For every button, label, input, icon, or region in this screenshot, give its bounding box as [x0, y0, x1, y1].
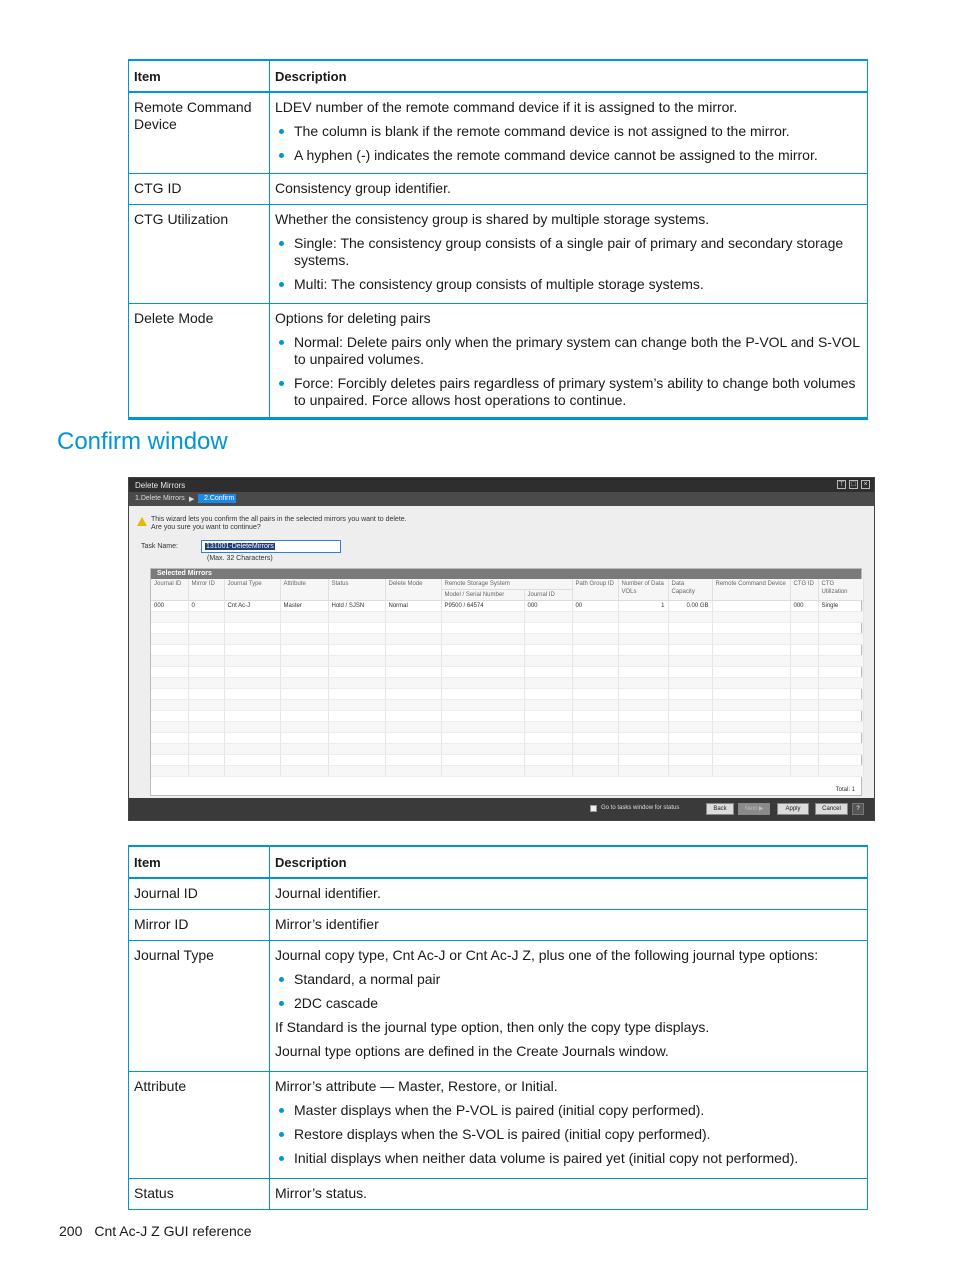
cell: 000 [524, 601, 572, 612]
table-row [129, 1072, 868, 1179]
bullet-item: Normal: Delete pairs only when the primary system can change both the P-VOL and S-VOL to unpaired volumes. [294, 334, 862, 368]
bullet-list [275, 235, 862, 293]
header-item: Item [129, 846, 270, 878]
description-text: Options for deleting pairs [275, 310, 431, 326]
col-number-of-data-vols[interactable]: Number of Data VOLs [618, 579, 668, 601]
description-text: Mirror’s identifier [275, 916, 379, 932]
description-text: Consistency group identifier. [275, 180, 451, 196]
bullet-item: Master displays when the P-VOL is paired (initial copy performed). [294, 1102, 862, 1119]
step-confirm: 2.Confirm [198, 494, 236, 503]
col-attribute[interactable]: Attribute [280, 579, 328, 601]
selected-mirrors-panel [150, 568, 862, 796]
row-item: Status [129, 1179, 270, 1210]
empty-row [151, 700, 863, 711]
section-heading: Confirm window [57, 428, 228, 455]
bullet-list [275, 1102, 862, 1167]
table-row[interactable] [151, 601, 863, 612]
cancel-button[interactable]: Cancel [815, 803, 848, 815]
go-to-tasks-checkbox[interactable] [590, 805, 597, 812]
empty-row [151, 656, 863, 667]
page-footer-title: Cnt Ac-J Z GUI reference [94, 1223, 252, 1239]
empty-row [151, 766, 863, 777]
item-description-table-1 [128, 59, 868, 420]
col-ctg-id[interactable]: CTG ID [790, 579, 818, 601]
col-journal-type[interactable]: Journal Type [224, 579, 280, 601]
task-name-hint: (Max. 32 Characters) [207, 555, 273, 562]
row-item: Mirror ID [129, 910, 270, 941]
window-title-bar [129, 478, 874, 492]
back-button[interactable]: Back [706, 803, 734, 815]
bullet-list [275, 971, 862, 1012]
step-delete-mirrors[interactable]: 1.Delete Mirrors [135, 495, 185, 502]
table-row [129, 910, 868, 941]
row-item: CTG ID [129, 174, 270, 205]
col-remote-journal-id[interactable]: Journal ID [524, 590, 572, 601]
task-name-value: 131001-DeleteMirrors [206, 543, 274, 550]
window-title: Delete Mirrors [135, 481, 186, 490]
description-text: Journal type options are defined in the Create Journals window. [275, 1043, 669, 1059]
cell: Single [818, 601, 863, 612]
row-item: Attribute [129, 1072, 270, 1179]
table-row [129, 304, 868, 419]
description-text: Mirror’s status. [275, 1185, 368, 1201]
table-row [129, 92, 868, 174]
bullet-item: The column is blank if the remote command device is not assigned to the mirror. [294, 123, 862, 140]
bullet-item: Force: Forcibly deletes pairs regardless of primary system’s ability to change both volumes to unpaired. Force allows host operations to continue. [294, 375, 862, 409]
task-name-label: Task Name: [141, 543, 178, 550]
table-header-row [151, 579, 863, 590]
pin-icon[interactable]: ⊤ [838, 481, 845, 488]
window-footer [129, 798, 874, 820]
cell: 000 [151, 601, 188, 612]
row-description [270, 1072, 868, 1179]
row-item: CTG Utilization [129, 205, 270, 304]
maximize-icon[interactable]: □ [849, 480, 858, 489]
col-journal-id[interactable]: Journal ID [151, 579, 188, 601]
col-data-capacity[interactable]: Data Capacity [668, 579, 712, 601]
cell: 1 [618, 601, 668, 612]
empty-row [151, 623, 863, 634]
apply-button[interactable]: Apply [777, 803, 809, 815]
table-row [129, 205, 868, 304]
row-item: Delete Mode [129, 304, 270, 419]
col-remote-command-device[interactable]: Remote Command Device [712, 579, 790, 601]
empty-row [151, 733, 863, 744]
cell: 0.00 GB [668, 601, 712, 612]
help-icon[interactable]: ? [852, 803, 864, 815]
warning-icon [137, 517, 147, 526]
bullet-list [275, 334, 862, 409]
wizard-steps [129, 492, 874, 506]
empty-row [151, 667, 863, 678]
cell: Master [280, 601, 328, 612]
cell: 00 [572, 601, 618, 612]
col-mirror-id[interactable]: Mirror ID [188, 579, 224, 601]
bullet-item: Standard, a normal pair [294, 971, 862, 988]
bullet-item: Multi: The consistency group consists of multiple storage systems. [294, 276, 862, 293]
row-description [270, 174, 868, 205]
col-delete-mode[interactable]: Delete Mode [385, 579, 441, 601]
warning-line: Are you sure you want to continue? [151, 524, 261, 531]
bullet-list [275, 123, 862, 164]
col-status[interactable]: Status [328, 579, 385, 601]
page-number: 200 [59, 1223, 83, 1239]
description-text: Whether the consistency group is shared by multiple storage systems. [275, 211, 710, 227]
total-count: Total: 1 [835, 787, 855, 793]
header-item: Item [129, 60, 270, 92]
row-item: Remote Command Device [129, 92, 270, 174]
empty-row [151, 711, 863, 722]
empty-row [151, 722, 863, 733]
cell: Hold / SJSN [328, 601, 385, 612]
row-item: Journal ID [129, 878, 270, 910]
item-description-table-2 [128, 845, 868, 1210]
col-model-serial[interactable]: Model / Serial Number [441, 590, 524, 601]
row-description [270, 878, 868, 910]
description-text: Journal copy type, Cnt Ac-J or Cnt Ac-J Z, plus one of the following journal type options: [275, 947, 819, 963]
description-text: If Standard is the journal type option, then only the copy type displays. [275, 1019, 710, 1035]
empty-row [151, 678, 863, 689]
close-icon[interactable]: × [861, 480, 870, 489]
row-description [270, 1179, 868, 1210]
empty-row [151, 755, 863, 766]
row-description [270, 205, 868, 304]
next-button[interactable]: Next ▶ [738, 803, 770, 815]
table-row [129, 174, 868, 205]
go-to-tasks-label[interactable]: Go to tasks window for status [601, 805, 680, 811]
cell: 0 [188, 601, 224, 612]
page-footer [59, 1223, 264, 1239]
cell: Normal [385, 601, 441, 612]
bullet-item: A hyphen (-) indicates the remote command device cannot be assigned to the mirror. [294, 147, 862, 164]
task-name-input[interactable] [201, 540, 341, 553]
empty-row [151, 645, 863, 656]
window-controls [837, 480, 870, 489]
row-description [270, 941, 868, 1072]
delete-mirrors-window [128, 477, 875, 821]
selected-mirrors-title: Selected Mirrors [151, 569, 861, 579]
header-description: Description [270, 60, 868, 92]
header-description: Description [270, 846, 868, 878]
cell: P9500 / 64574 [441, 601, 524, 612]
row-description [270, 910, 868, 941]
col-path-group-id[interactable]: Path Group ID [572, 579, 618, 601]
col-ctg-utilization[interactable]: CTG Utilization [818, 579, 863, 601]
description-text: Journal identifier. [275, 885, 381, 901]
empty-row [151, 612, 863, 623]
cell [712, 601, 790, 612]
cell: Cnt Ac-J [224, 601, 280, 612]
row-description [270, 304, 868, 419]
empty-row [151, 689, 863, 700]
table-row [129, 878, 868, 910]
row-description [270, 92, 868, 174]
empty-row [151, 634, 863, 645]
bullet-item: Restore displays when the S-VOL is paired (initial copy performed). [294, 1126, 862, 1143]
cell: 000 [790, 601, 818, 612]
table-row [129, 1179, 868, 1210]
col-group-remote-storage: Remote Storage System [441, 579, 572, 590]
warning-line: This wizard lets you confirm the all pairs in the selected mirrors you want to delete. [151, 516, 407, 523]
mirrors-table [151, 579, 864, 777]
bullet-item: Initial displays when neither data volume is paired yet (initial copy not performed). [294, 1150, 862, 1167]
empty-row [151, 744, 863, 755]
step-arrow-icon: ▶ [189, 496, 195, 503]
row-item: Journal Type [129, 941, 270, 1072]
bullet-item: Single: The consistency group consists of a single pair of primary and secondary storage systems. [294, 235, 862, 269]
table-row [129, 941, 868, 1072]
description-text: Mirror’s attribute — Master, Restore, or Initial. [275, 1078, 558, 1094]
bullet-item: 2DC cascade [294, 995, 862, 1012]
description-text: LDEV number of the remote command device if it is assigned to the mirror. [275, 99, 738, 115]
